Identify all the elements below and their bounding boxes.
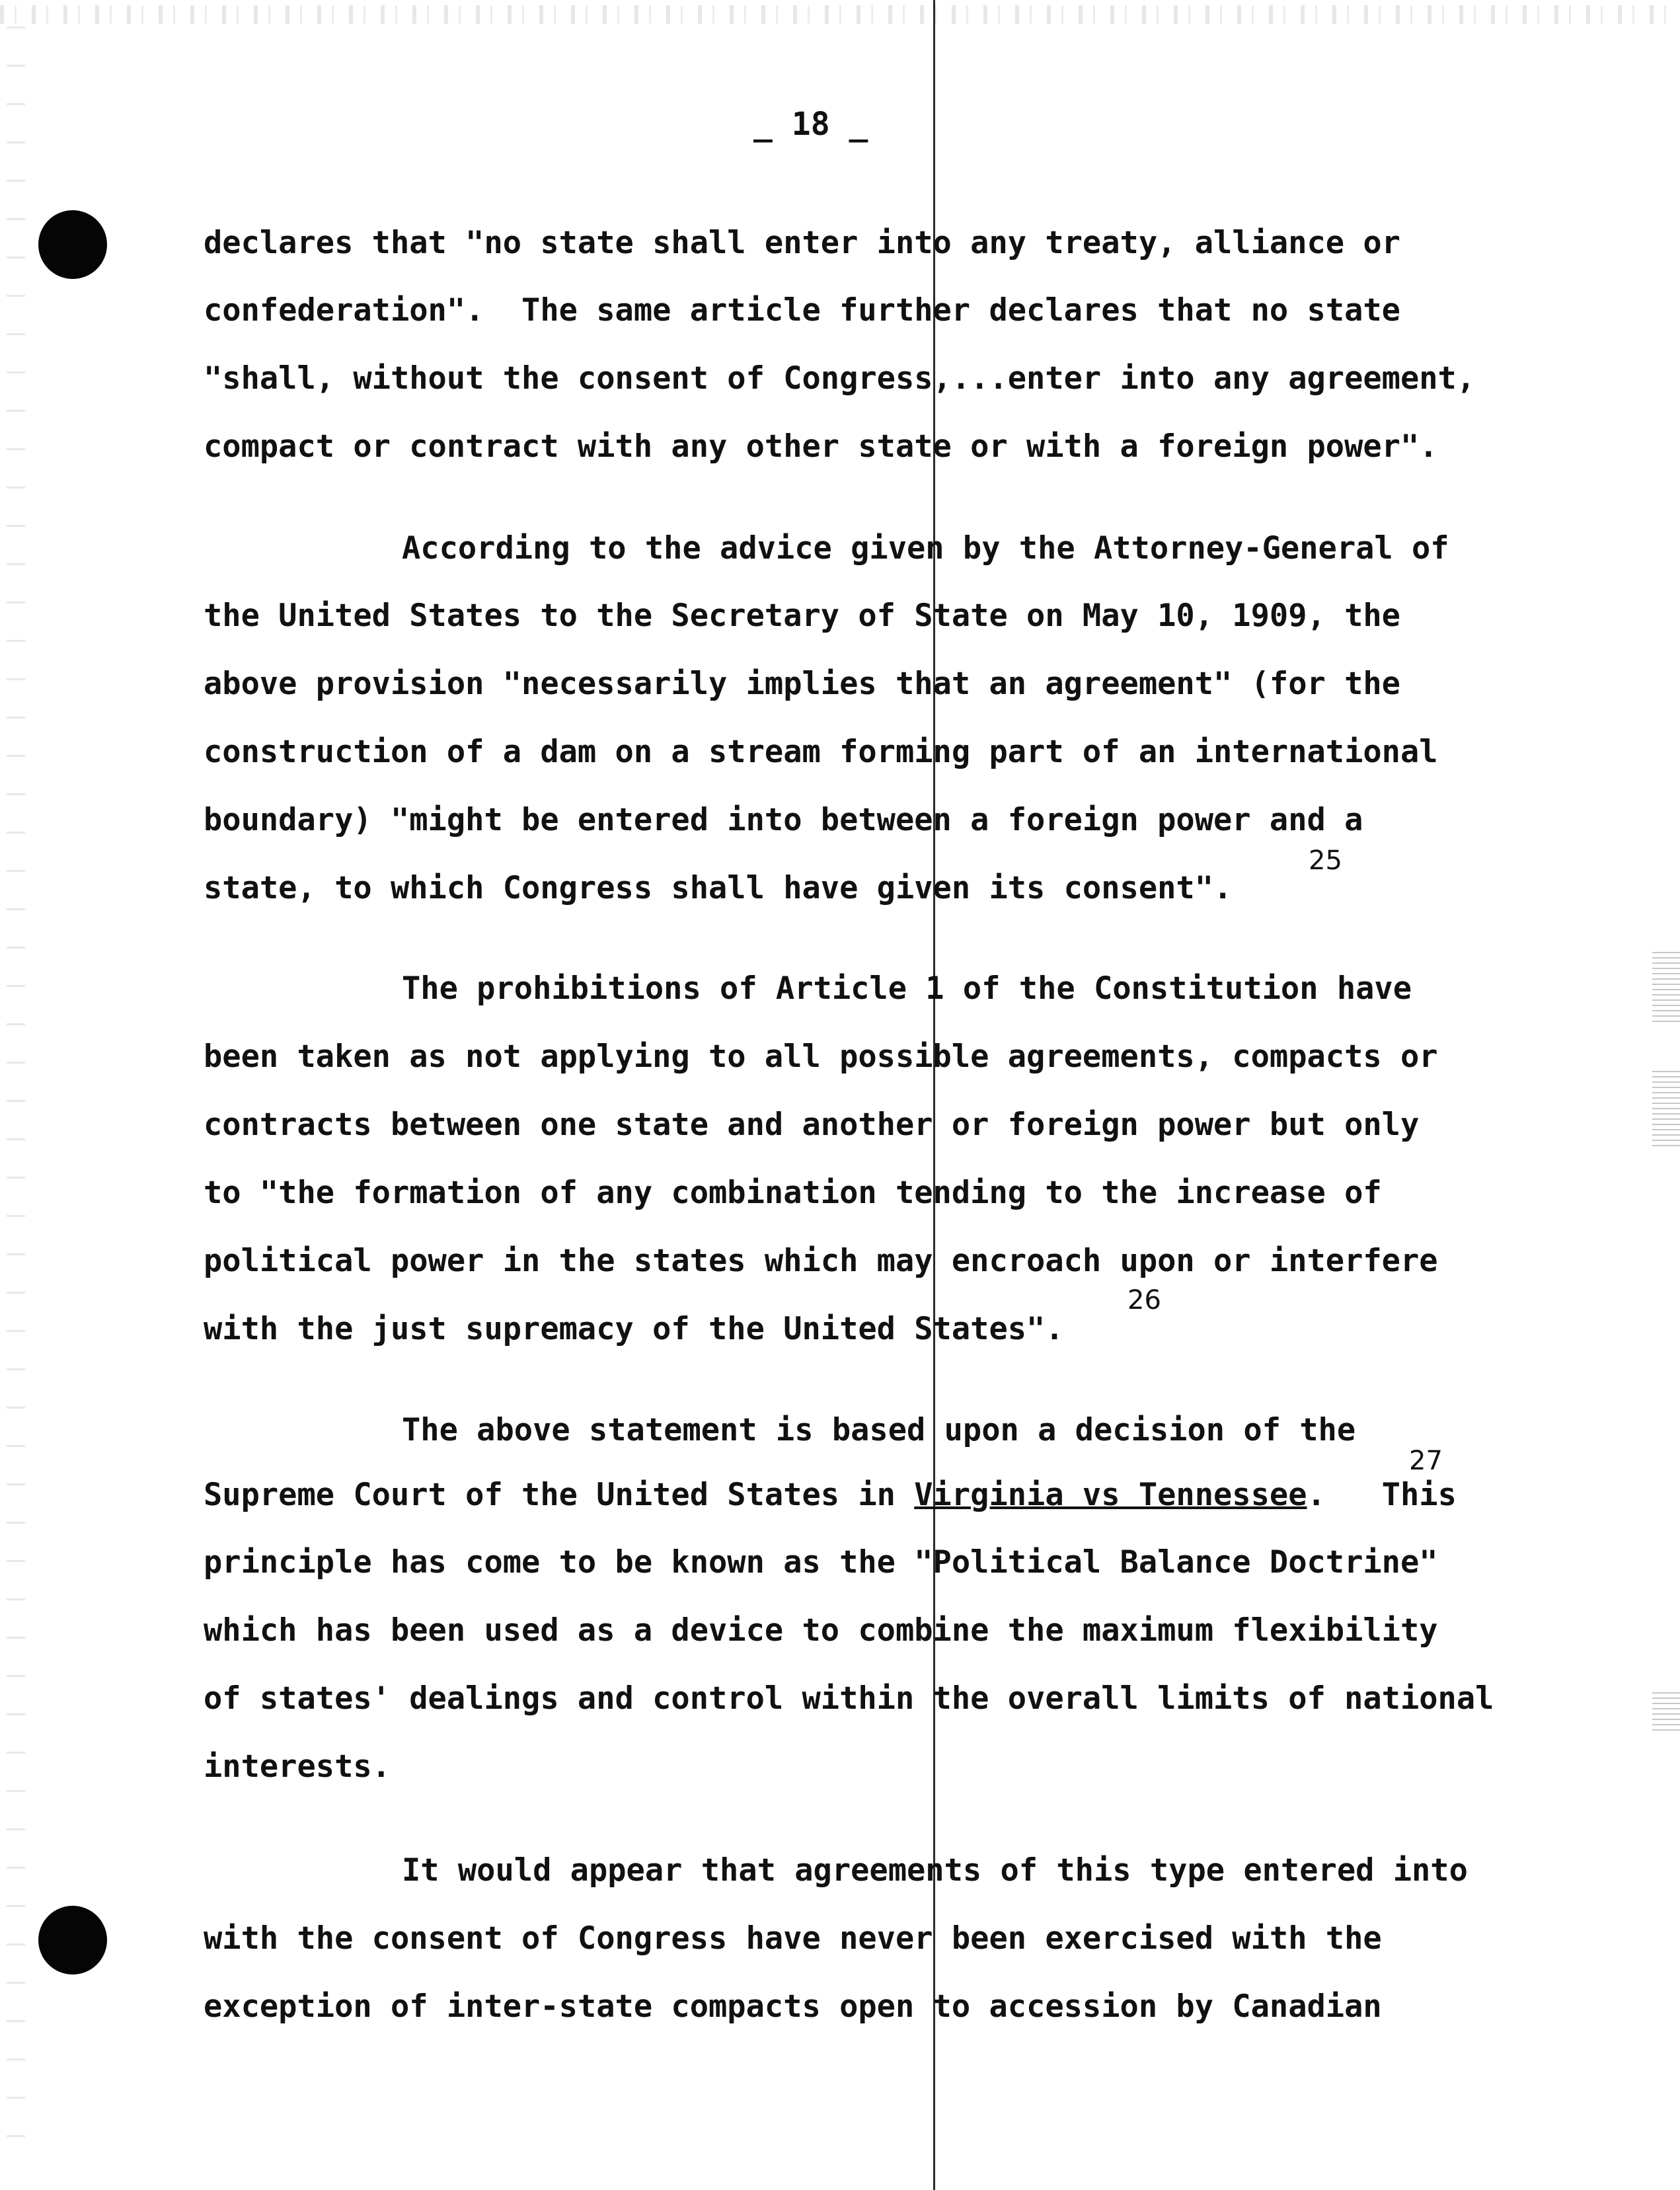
footnote-marker: 26 <box>1127 1285 1161 1315</box>
text-line: According to the advice given by the Attorney-General of <box>402 530 1449 567</box>
text-line: to "the formation of any combination tending to the increase of <box>204 1175 1382 1211</box>
text-line: confederation". The same article further declares that no state <box>204 292 1400 329</box>
text-line-start: Supreme Court of the United States in <box>204 1477 915 1513</box>
text-line: which has been used as a device to combine the maximum flexibility <box>204 1612 1438 1649</box>
text-line: principle has come to be known as the "Political Balance Doctrine" <box>204 1544 1438 1581</box>
text-line: contracts between one state and another or foreign power but only <box>204 1107 1420 1143</box>
text-line: "shall, without the consent of Congress,...enter into any agreement, <box>204 360 1476 397</box>
text-line: with the consent of Congress have never been exercised with the <box>204 1920 1382 1957</box>
paper-clip-mark <box>1652 952 1680 1025</box>
text-line: state, to which Congress shall have given its consent". <box>204 870 1233 906</box>
text-line <box>204 1477 1457 1513</box>
text-line: The prohibitions of Article 1 of the Constitution have <box>402 970 1412 1007</box>
text-line-end: . This <box>1307 1477 1457 1513</box>
text-line: boundary) "might be entered into between a foreign power and a <box>204 802 1363 838</box>
text-line: compact or contract with any other state or with a foreign power". <box>204 428 1438 465</box>
scan-noise-top <box>0 5 1680 24</box>
text-line: of states' dealings and control within the overall limits of national <box>204 1680 1494 1717</box>
text-line: been taken as not applying to all possible agreements, compacts or <box>204 1038 1438 1075</box>
text-line: the United States to the Secretary of State on May 10, 1909, the <box>204 598 1400 634</box>
paper-clip-mark <box>1652 1071 1680 1150</box>
text-line: with the just supremacy of the United States". <box>204 1311 1064 1347</box>
text-line: construction of a dam on a stream forming part of an international <box>204 734 1438 770</box>
text-line: The above statement is based upon a decision of the <box>402 1412 1356 1448</box>
case-name: Virginia vs Tennessee <box>914 1477 1307 1513</box>
binder-hole <box>38 210 107 279</box>
paper-clip-mark <box>1652 1692 1680 1732</box>
scan-noise-left-edge <box>7 26 25 2142</box>
text-line: It would appear that agreements of this type entered into <box>402 1852 1468 1889</box>
footnote-marker: 27 <box>1409 1446 1443 1476</box>
page-number: _ 18 _ <box>753 106 868 143</box>
text-line: above provision "necessarily implies that an agreement" (for the <box>204 666 1400 702</box>
text-line: interests. <box>204 1748 391 1785</box>
text-line: political power in the states which may encroach upon or interfere <box>204 1243 1438 1279</box>
text-line: declares that "no state shall enter into any treaty, alliance or <box>204 225 1400 261</box>
text-line: exception of inter-state compacts open to accession by Canadian <box>204 1988 1382 2025</box>
footnote-marker: 25 <box>1309 845 1342 876</box>
binder-hole <box>38 1906 107 1975</box>
